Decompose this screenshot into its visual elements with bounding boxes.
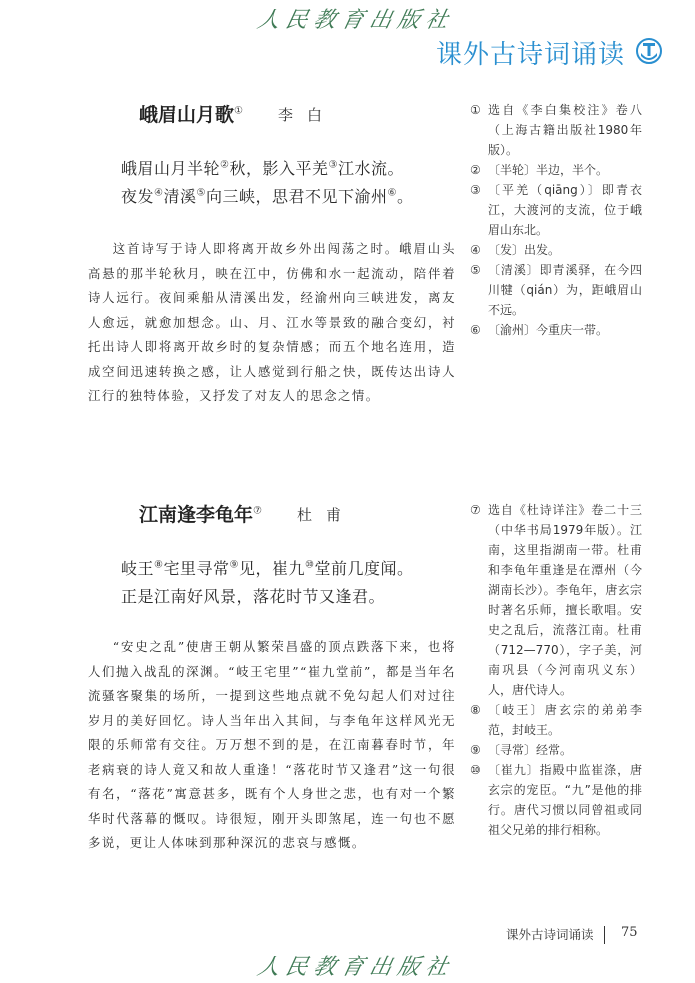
- poem-title: [139, 500, 262, 527]
- footnote: [470, 260, 642, 320]
- footnote-text: 选自《李白集校注》卷八（上海古籍出版社1980年版）。: [488, 103, 642, 157]
- footnote-ref: ⑤: [196, 187, 206, 199]
- footnote-number: ①: [470, 103, 481, 117]
- footnote-ref: ⑥: [387, 187, 397, 199]
- footnote: [470, 760, 642, 840]
- poem-commentary: “安史之乱”使唐王朝从繁荣昌盛的顶点跌落下来，也将人们抛入战乱的深渊。“岐王宅里”“崔九堂前”，都是当年名流骚客聚集的场所，一提到这些地点就不免勾起人们对过往岁月的美好回忆。诗人当年出入其间，与李龟年这样风光无限的乐师常有交往。万万想不到的是，在江南暮春时节，年老病衰的诗人竟又和故人重逢！“落花时节又逢君”这一句很有名，“落花”寓意甚多，既有个人身世之悲，也有对一个繁华时代落幕的慨叹。诗很短，刚开头即煞尾，连一句也不愿多说，更让人体味到那种深沉的悲哀与感慨。: [88, 639, 456, 850]
- footnote-number: ⑩: [470, 763, 481, 777]
- footnote-number: ⑨: [470, 743, 481, 757]
- poem-commentary: 这首诗写于诗人即将离开故乡外出闯荡之时。峨眉山头高悬的那半轮秋月，映在江中，仿佛和水一起流动，陪伴着诗人远行。夜间乘船从清溪出发，经渝州向三峡进发，离友人愈远，就愈加想念。山、月、江水等景致的融合变幻，衬托出诗人即将离开故乡时的复杂情感；而五个地名连用，造成空间迅速转换之感，让人感觉到行船之快，既传达出诗人江行的独特体验，又抒发了对友人的思念之情。: [88, 241, 456, 403]
- footnote-text: 〔半轮〕半边，半个。: [488, 163, 609, 177]
- line-text: 堂前几度闻。: [314, 559, 414, 578]
- footnote: [470, 160, 642, 180]
- footnote-text: 〔清溪〕即青溪驿，在今四川犍（qián）为，距峨眉山不远。: [488, 263, 642, 317]
- page-number: 75: [621, 925, 638, 940]
- footnote-ref: ⑦: [253, 505, 262, 517]
- line-text: 秋，影入平羌: [229, 159, 329, 178]
- line-text: 正是江南好风景，落花时节又逢君。: [121, 587, 386, 606]
- footnote-text: 选自《杜诗详注》卷二十三（中华书局1979年版）。江南，这里指湖南一带。杜甫和李龟年重逢是在潭州（今湖南长沙）。李龟年，唐玄宗时著名乐师，擅长歌唱。安史之乱后，流落江南。杜甫（712—770），字子美，河南巩县（今河南巩义东）人，唐代诗人。: [488, 503, 642, 697]
- poem-title-text: 江南逢李龟年: [139, 504, 254, 526]
- poem-line: [121, 584, 385, 607]
- publisher-logo-bottom: 人民教育出版社: [254, 955, 457, 980]
- footnote-ref: ④: [154, 187, 164, 199]
- footnote: [470, 700, 642, 740]
- line-text: 见，崔九: [238, 559, 305, 578]
- footer-section-title: 课外古诗词诵读: [506, 927, 594, 942]
- line-text: 清溪: [163, 187, 197, 206]
- poem-line: [121, 156, 404, 179]
- poem-author: 杜甫: [297, 506, 356, 524]
- poem-title: [139, 100, 243, 127]
- footnote-ref: ②: [220, 159, 230, 171]
- poem-title-text: 峨眉山月歌: [139, 104, 235, 126]
- footnote: [470, 180, 642, 240]
- footnote: [470, 740, 642, 760]
- publisher-logo-top: 人民教育出版社: [254, 8, 457, 33]
- footnote-number: ⑦: [470, 503, 481, 517]
- line-text: 向三峡，思君不见下渝州: [205, 187, 388, 206]
- footnote-number: ②: [470, 163, 481, 177]
- section-badge: [636, 38, 662, 64]
- line-text: 岐王: [121, 559, 155, 578]
- footnote-number: ⑥: [470, 323, 481, 337]
- anchor-icon: [640, 41, 658, 61]
- line-text: 峨眉山月半轮: [121, 159, 221, 178]
- footnote-ref: ③: [328, 159, 338, 171]
- footnote: [470, 500, 642, 700]
- line-text: 夜发: [121, 187, 155, 206]
- poem-line: [121, 184, 413, 207]
- footnote-ref: ①: [234, 105, 243, 117]
- poem-author: 李白: [278, 106, 337, 124]
- footnote-ref: ⑩: [304, 559, 315, 571]
- footnotes: [470, 100, 642, 340]
- section-title: 课外古诗词诵读: [435, 40, 625, 70]
- footnote-ref: ⑧: [154, 559, 164, 571]
- footnote: [470, 100, 642, 160]
- line-text: 。: [396, 187, 414, 206]
- line-text: 江水流。: [337, 159, 404, 178]
- footnote: [470, 320, 642, 340]
- footnote-ref: ⑨: [229, 559, 239, 571]
- footnote-number: ⑧: [470, 703, 481, 717]
- footer-divider: [604, 926, 605, 944]
- footnote-text: 〔崔九〕指殿中监崔涤，唐玄宗的宠臣。“九”是他的排行。唐代习惯以同曾祖或同祖父兄弟的排行相称。: [488, 763, 642, 837]
- footnote-text: 〔发〕出发。: [488, 243, 561, 257]
- footnotes: [470, 500, 642, 840]
- footnote-text: 〔平羌（qiāng）〕即青衣江，大渡河的支流，位于峨眉山东北。: [488, 183, 642, 237]
- footnote-number: ③: [470, 183, 481, 197]
- footnote-number: ④: [470, 243, 481, 257]
- line-text: 宅里寻常: [163, 559, 230, 578]
- footnote-number: ⑤: [470, 263, 481, 277]
- poem-line: [121, 556, 413, 579]
- footnote-text: 〔渝州〕今重庆一带。: [488, 323, 609, 337]
- footnote: [470, 240, 642, 260]
- footnote-text: 〔寻常〕经常。: [488, 743, 573, 757]
- footnote-text: 〔岐王〕唐玄宗的弟弟李范，封岐王。: [488, 703, 642, 737]
